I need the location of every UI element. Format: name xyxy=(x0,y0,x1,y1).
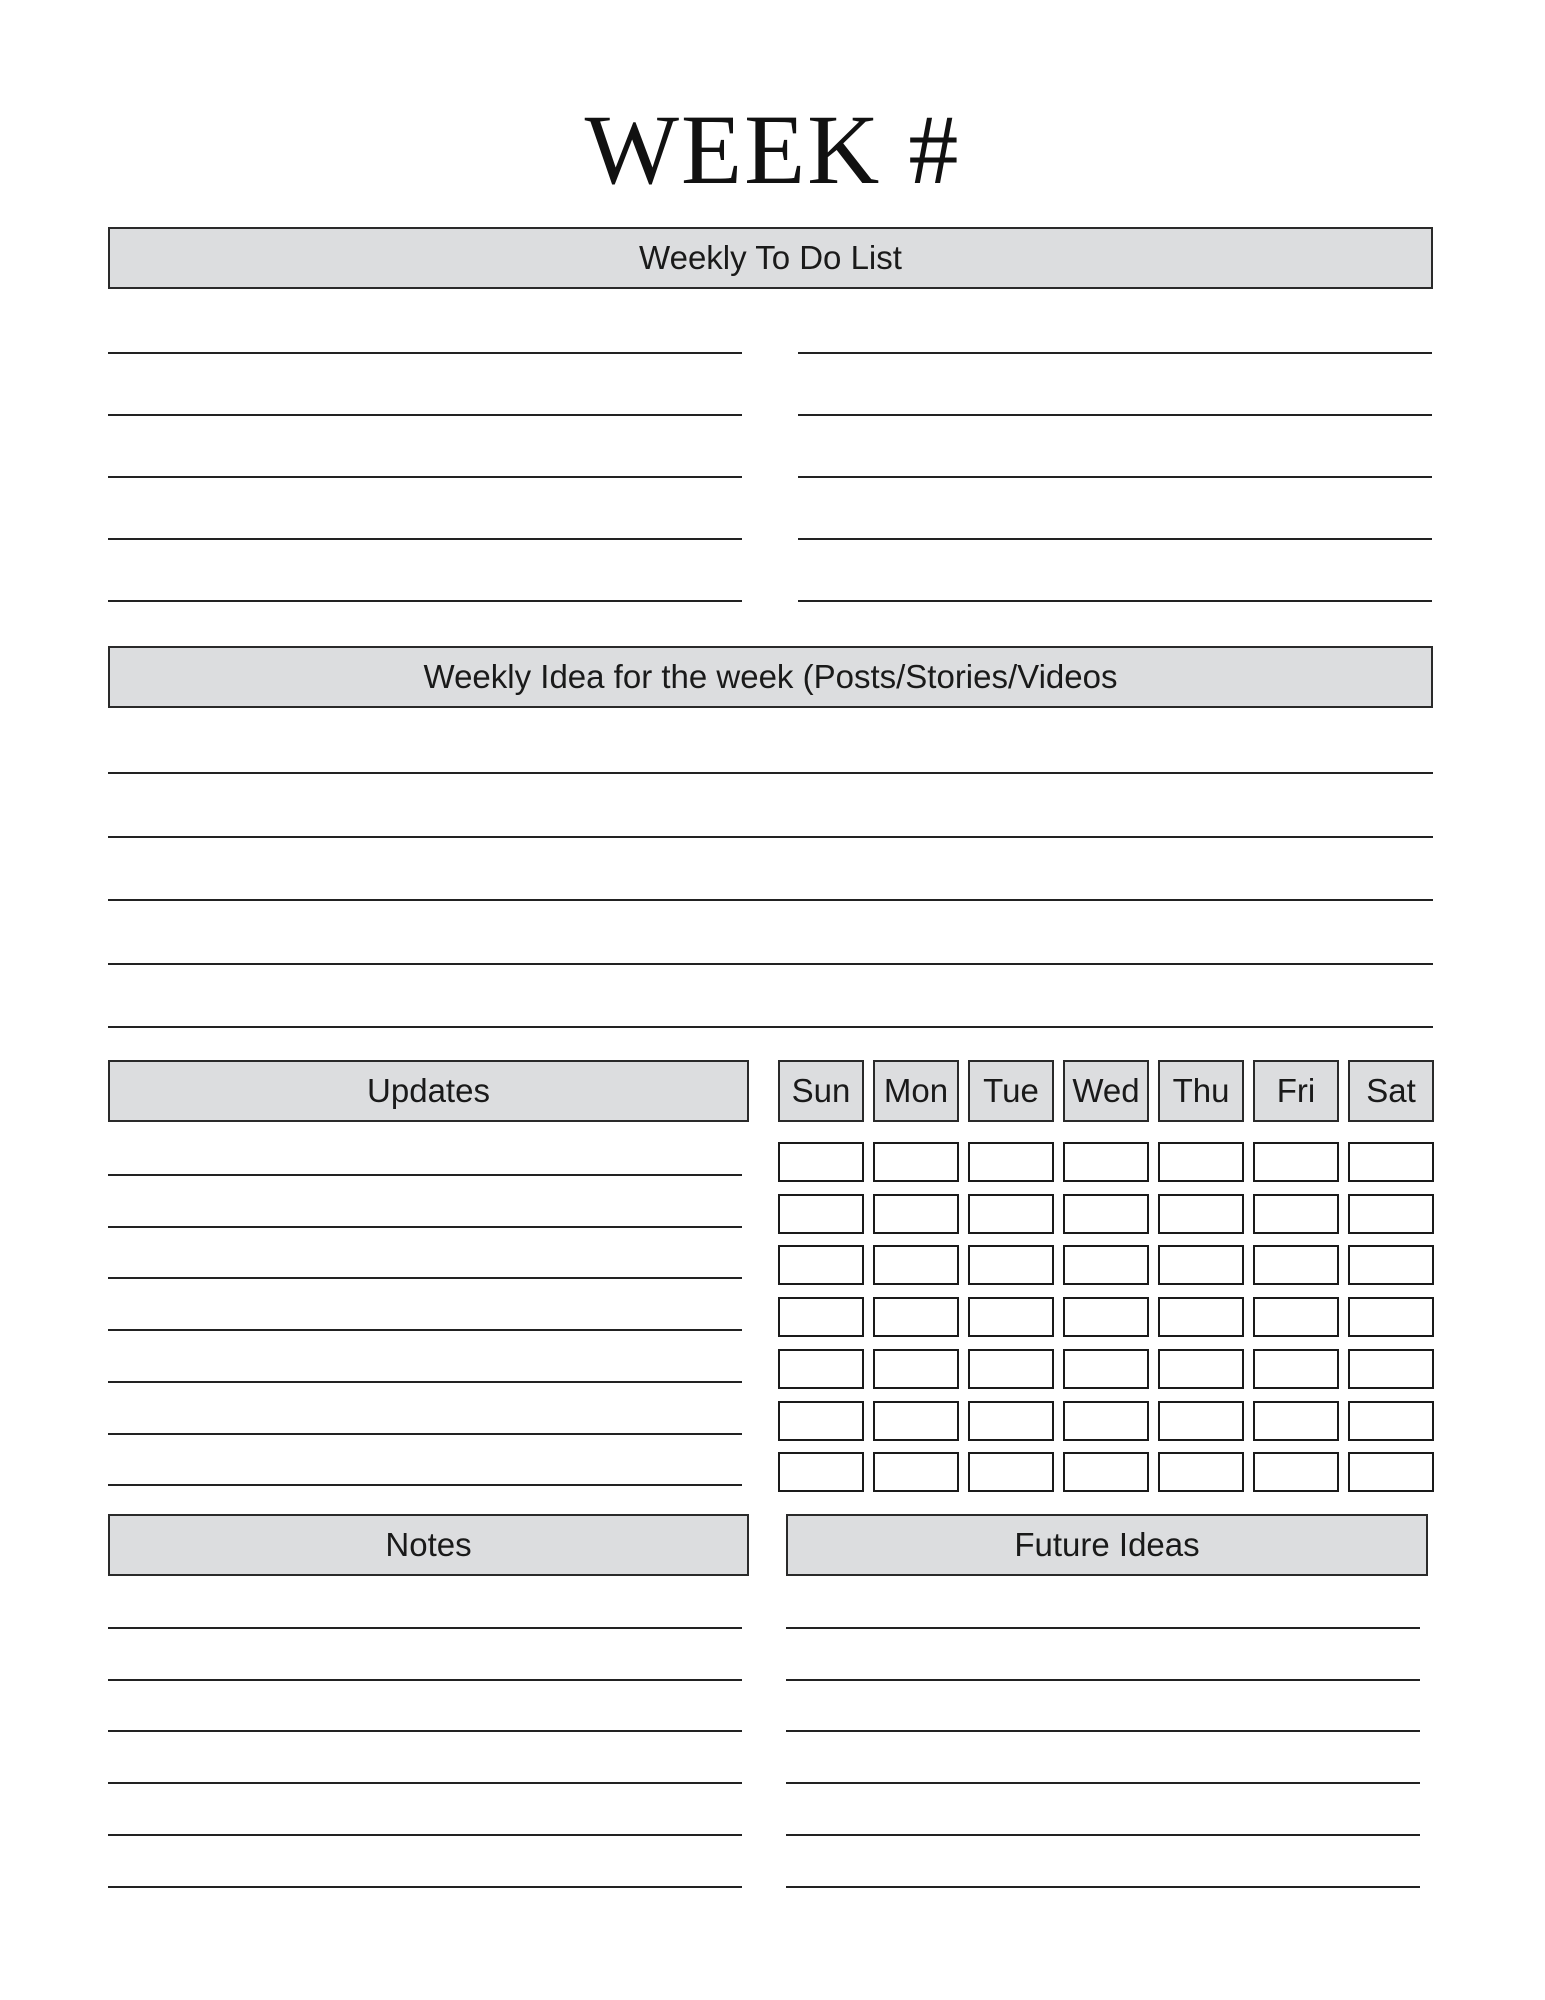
tracker-cell[interactable] xyxy=(873,1401,959,1441)
tracker-cell[interactable] xyxy=(1158,1194,1244,1234)
updates-line[interactable] xyxy=(108,1174,742,1176)
tracker-cell[interactable] xyxy=(873,1142,959,1182)
updates-line[interactable] xyxy=(108,1381,742,1383)
notes-line[interactable] xyxy=(108,1730,742,1732)
tracker-cell[interactable] xyxy=(1158,1401,1244,1441)
tracker-cell[interactable] xyxy=(1158,1142,1244,1182)
tracker-cell[interactable] xyxy=(1063,1452,1149,1492)
updates-line[interactable] xyxy=(108,1226,742,1228)
tracker-cell[interactable] xyxy=(873,1194,959,1234)
day-header-mon: Mon xyxy=(873,1060,959,1122)
day-header-thu: Thu xyxy=(1158,1060,1244,1122)
tracker-cell[interactable] xyxy=(1063,1245,1149,1285)
future-ideas-line[interactable] xyxy=(786,1834,1420,1836)
page-title: WEEK # xyxy=(584,94,961,205)
ideas-header-label: Weekly Idea for the week (Posts/Stories/Videos xyxy=(423,658,1118,695)
todo-line-right[interactable] xyxy=(798,414,1432,416)
updates-line[interactable] xyxy=(108,1329,742,1331)
tracker-cell[interactable] xyxy=(968,1194,1054,1234)
day-header-tue: Tue xyxy=(968,1060,1054,1122)
tracker-cell[interactable] xyxy=(873,1245,959,1285)
tracker-cell[interactable] xyxy=(968,1349,1054,1389)
tracker-cell[interactable] xyxy=(968,1142,1054,1182)
day-header-sun: Sun xyxy=(778,1060,864,1122)
todo-line-right[interactable] xyxy=(798,352,1432,354)
tracker-cell[interactable] xyxy=(1253,1297,1339,1337)
notes-header-label: Notes xyxy=(385,1526,472,1563)
tracker-cell[interactable] xyxy=(873,1452,959,1492)
tracker-cell[interactable] xyxy=(873,1349,959,1389)
todo-line-left[interactable] xyxy=(108,414,742,416)
tracker-cell[interactable] xyxy=(1158,1452,1244,1492)
tracker-cell[interactable] xyxy=(873,1297,959,1337)
day-header-fri: Fri xyxy=(1253,1060,1339,1122)
notes-line[interactable] xyxy=(108,1782,742,1784)
tracker-cell[interactable] xyxy=(1253,1452,1339,1492)
tracker-cell[interactable] xyxy=(1348,1142,1434,1182)
tracker-cell[interactable] xyxy=(1348,1194,1434,1234)
tracker-cell[interactable] xyxy=(1253,1401,1339,1441)
todo-line-left[interactable] xyxy=(108,538,742,540)
tracker-cell[interactable] xyxy=(1348,1245,1434,1285)
tracker-cell[interactable] xyxy=(968,1452,1054,1492)
tracker-cell[interactable] xyxy=(1063,1297,1149,1337)
notes-line[interactable] xyxy=(108,1679,742,1681)
tracker-cell[interactable] xyxy=(1348,1349,1434,1389)
tracker-cell[interactable] xyxy=(778,1401,864,1441)
todo-line-left[interactable] xyxy=(108,352,742,354)
tracker-cell[interactable] xyxy=(1253,1194,1339,1234)
tracker-cell[interactable] xyxy=(1158,1245,1244,1285)
future-ideas-line[interactable] xyxy=(786,1627,1420,1629)
tracker-cell[interactable] xyxy=(778,1452,864,1492)
todo-header xyxy=(108,227,1433,289)
tracker-cell[interactable] xyxy=(1253,1349,1339,1389)
tracker-cell[interactable] xyxy=(1063,1194,1149,1234)
idea-line[interactable] xyxy=(108,836,1433,838)
updates-line[interactable] xyxy=(108,1484,742,1486)
updates-header xyxy=(108,1060,749,1122)
tracker-cell[interactable] xyxy=(968,1245,1054,1285)
updates-line[interactable] xyxy=(108,1277,742,1279)
tracker-cell[interactable] xyxy=(1348,1452,1434,1492)
tracker-cell[interactable] xyxy=(1348,1297,1434,1337)
tracker-cell[interactable] xyxy=(1253,1245,1339,1285)
future-ideas-line[interactable] xyxy=(786,1886,1420,1888)
tracker-cell[interactable] xyxy=(1158,1349,1244,1389)
future-ideas-line[interactable] xyxy=(786,1679,1420,1681)
tracker-cell[interactable] xyxy=(968,1297,1054,1337)
todo-line-right[interactable] xyxy=(798,600,1432,602)
day-header-sat: Sat xyxy=(1348,1060,1434,1122)
tracker-cell[interactable] xyxy=(778,1142,864,1182)
idea-line[interactable] xyxy=(108,1026,1433,1028)
notes-line[interactable] xyxy=(108,1886,742,1888)
todo-line-left[interactable] xyxy=(108,600,742,602)
tracker-cell[interactable] xyxy=(968,1401,1054,1441)
future-ideas-header xyxy=(786,1514,1428,1576)
future-ideas-line[interactable] xyxy=(786,1730,1420,1732)
updates-line[interactable] xyxy=(108,1433,742,1435)
tracker-cell[interactable] xyxy=(778,1297,864,1337)
todo-line-right[interactable] xyxy=(798,538,1432,540)
tracker-cell[interactable] xyxy=(1158,1297,1244,1337)
todo-line-left[interactable] xyxy=(108,476,742,478)
idea-line[interactable] xyxy=(108,772,1433,774)
notes-line[interactable] xyxy=(108,1834,742,1836)
notes-line[interactable] xyxy=(108,1627,742,1629)
tracker-cell[interactable] xyxy=(778,1245,864,1285)
ideas-header xyxy=(108,646,1433,708)
idea-line[interactable] xyxy=(108,899,1433,901)
idea-line[interactable] xyxy=(108,963,1433,965)
tracker-cell[interactable] xyxy=(1063,1401,1149,1441)
future-ideas-line[interactable] xyxy=(786,1782,1420,1784)
notes-header xyxy=(108,1514,749,1576)
tracker-cell[interactable] xyxy=(1348,1401,1434,1441)
tracker-cell[interactable] xyxy=(1253,1142,1339,1182)
tracker-cell[interactable] xyxy=(1063,1349,1149,1389)
day-header-wed: Wed xyxy=(1063,1060,1149,1122)
todo-line-right[interactable] xyxy=(798,476,1432,478)
todo-header-label: Weekly To Do List xyxy=(639,239,902,276)
tracker-cell[interactable] xyxy=(1063,1142,1149,1182)
updates-header-label: Updates xyxy=(367,1072,490,1109)
tracker-cell[interactable] xyxy=(778,1349,864,1389)
tracker-cell[interactable] xyxy=(778,1194,864,1234)
future-ideas-header-label: Future Ideas xyxy=(1014,1526,1200,1563)
